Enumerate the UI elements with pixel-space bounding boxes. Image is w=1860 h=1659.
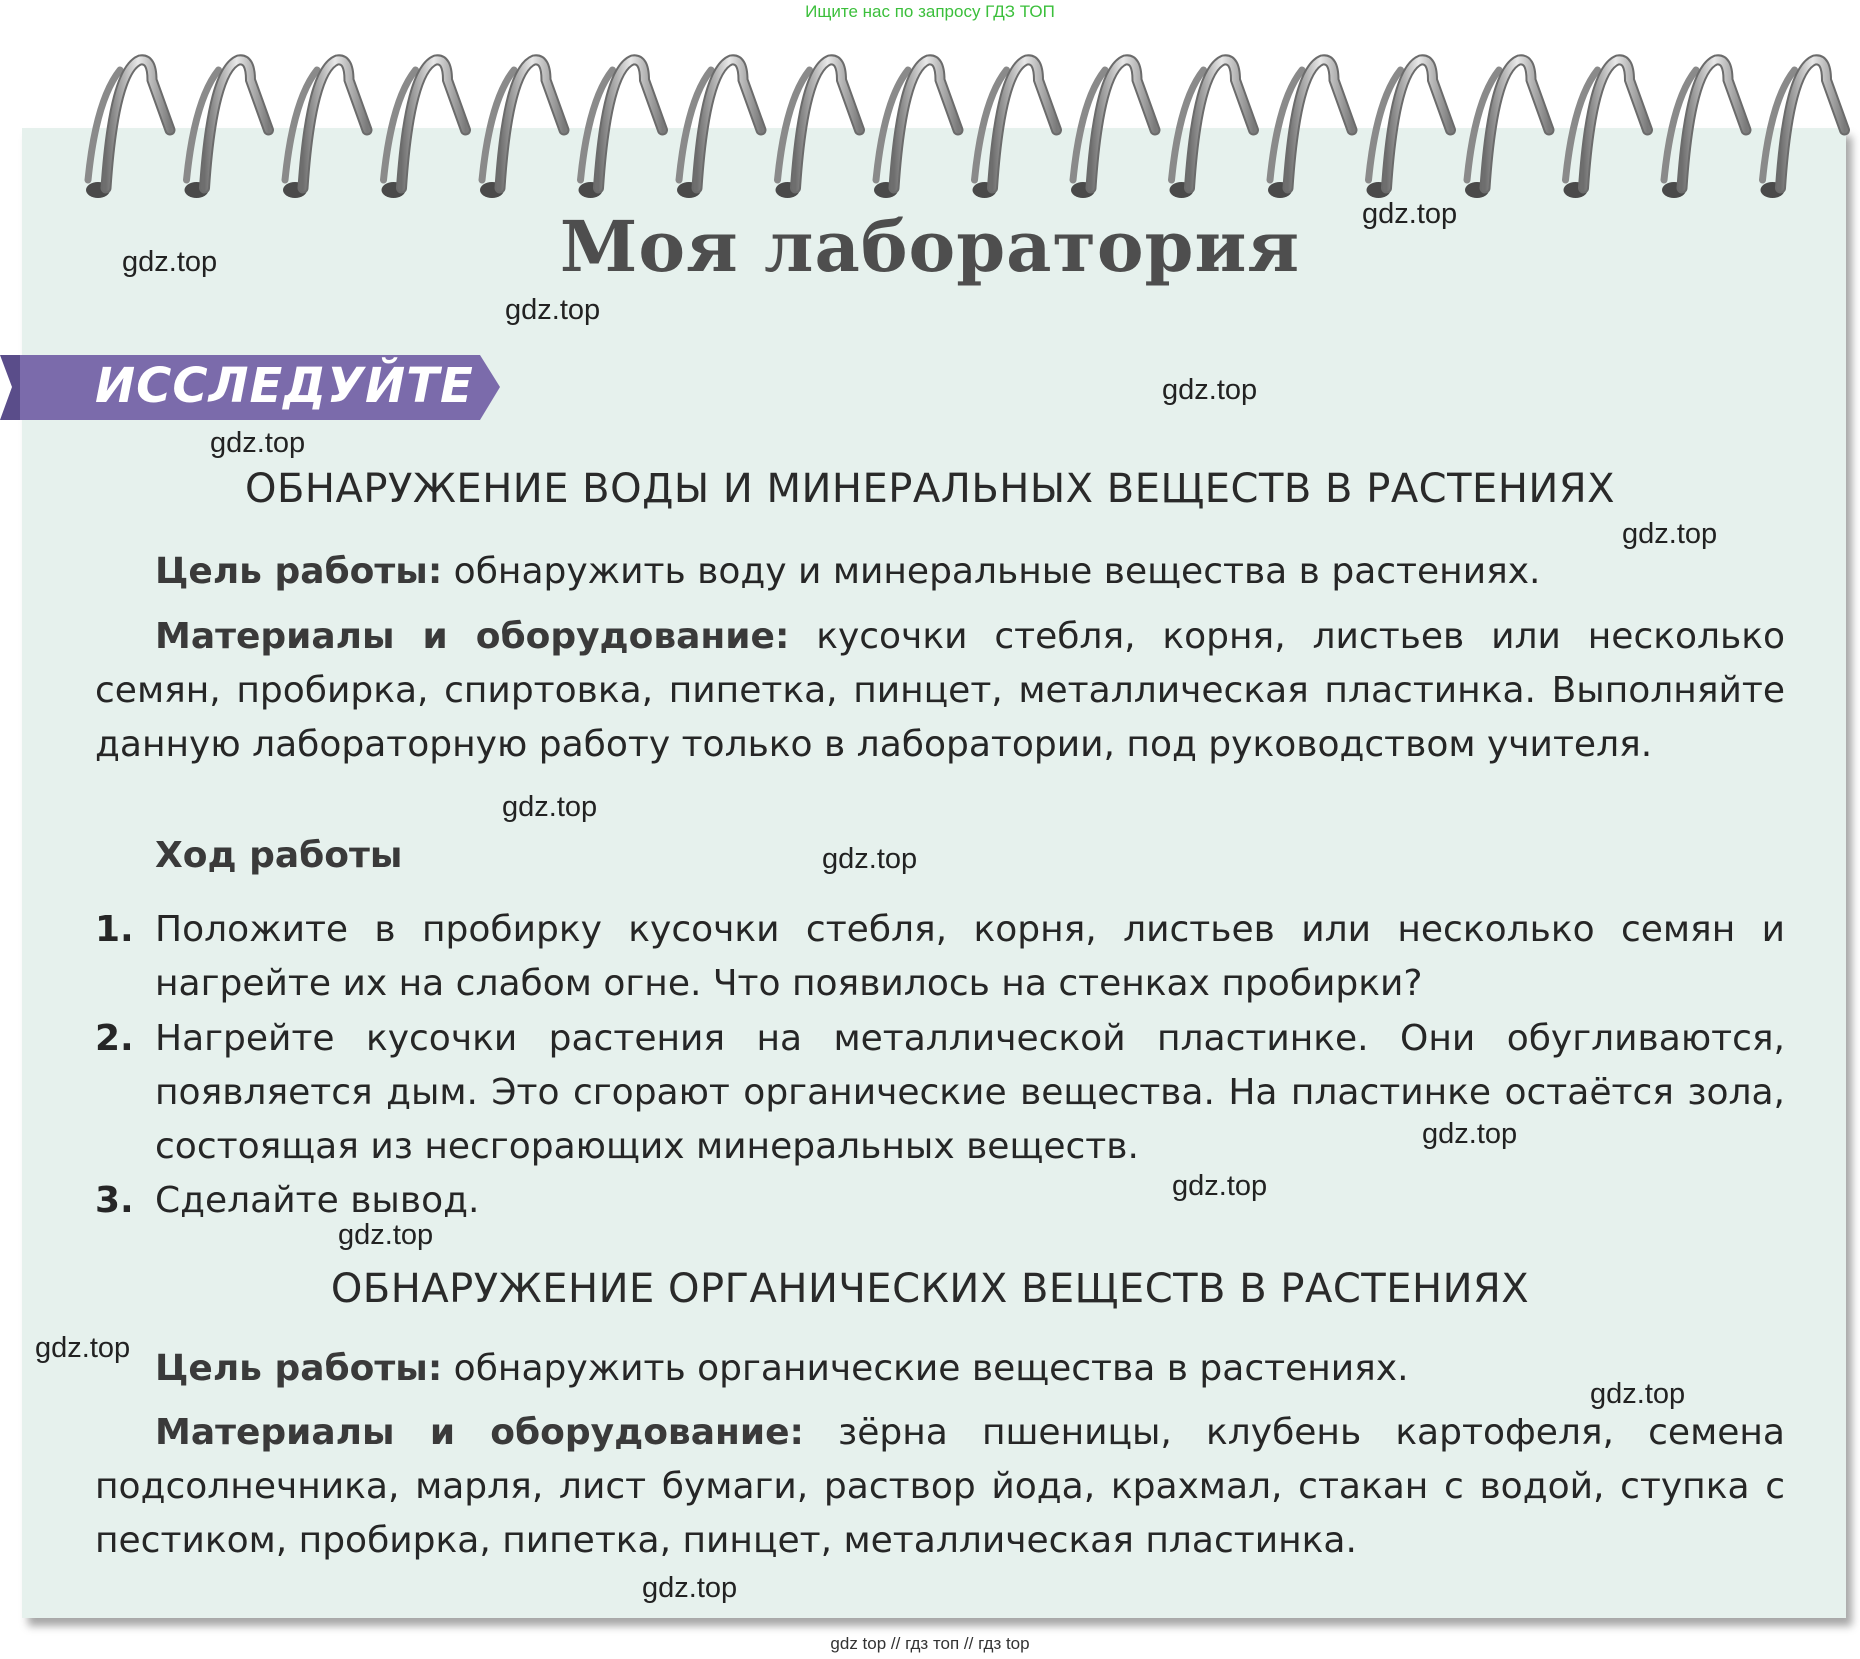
section2-materials [95, 1406, 1785, 1568]
watermark: gdz.top [1172, 1170, 1268, 1202]
watermark: gdz.top [338, 1219, 434, 1251]
watermark: gdz.top [35, 1332, 131, 1364]
procedure-label: Ход работы [155, 835, 403, 876]
header-note: Ищите нас по запросу ГДЗ ТОП [805, 2, 1055, 21]
watermark: gdz.top [122, 246, 218, 278]
spiral-coil [382, 60, 466, 198]
spiral-coil [185, 60, 269, 198]
spiral-coil [480, 60, 564, 198]
spiral-coil [1071, 60, 1155, 198]
spiral-binding [0, 40, 1860, 210]
spiral-coil [1662, 60, 1746, 198]
spiral-coil [1268, 60, 1352, 198]
spiral-coil [874, 60, 958, 198]
spiral-coil [86, 60, 170, 198]
watermark: gdz.top [1590, 1378, 1686, 1410]
step-number: 3. [95, 1180, 134, 1221]
step-number: 1. [95, 909, 134, 950]
goal-text: обнаружить воду и минеральные вещества в растениях. [442, 551, 1541, 592]
watermark: gdz.top [1162, 374, 1258, 406]
footer-note: gdz top // гдз топ // гдз top [830, 1634, 1030, 1653]
spiral-coil [1564, 60, 1648, 198]
watermark: gdz.top [1622, 518, 1718, 550]
section2-goal [95, 1342, 1785, 1396]
watermark: gdz.top [642, 1572, 738, 1604]
goal-text: обнаружить органические вещества в растениях. [442, 1348, 1409, 1389]
spiral-coil [1465, 60, 1549, 198]
step-text: Сделайте вывод. [155, 1180, 480, 1221]
section1-heading: ОБНАРУЖЕНИЕ ВОДЫ И МИНЕРАЛЬНЫХ ВЕЩЕСТВ В РАСТЕНИЯХ [244, 466, 1616, 512]
page-title: Моя лаборатория [559, 205, 1301, 288]
spiral-coil [776, 60, 860, 198]
watermark: gdz.top [502, 791, 598, 823]
materials-label: Материалы и оборудование: [155, 616, 790, 657]
section1-materials [95, 610, 1785, 772]
goal-label: Цель работы: [155, 551, 443, 592]
step-2 [95, 1012, 1785, 1174]
materials-label: Материалы и оборудование: [155, 1412, 804, 1453]
watermark: gdz.top [1362, 198, 1458, 230]
section1-goal [95, 545, 1785, 599]
watermark: gdz.top [1422, 1118, 1518, 1150]
section2-heading: ОБНАРУЖЕНИЕ ОРГАНИЧЕСКИХ ВЕЩЕСТВ В РАСТЕНИЯХ [330, 1266, 1530, 1312]
spiral-coil [283, 60, 367, 198]
step-text: Положите в пробирку кусочки стебля, корня, листьев или несколько семян и нагрейте их на слабом огне. Что появилось на стенках пробирки? [155, 909, 1785, 1004]
spiral-coil [1367, 60, 1451, 198]
step-1 [95, 903, 1785, 1011]
spiral-coil [1761, 60, 1845, 198]
ribbon-label: ИССЛЕДУЙТЕ [95, 358, 474, 414]
watermark: gdz.top [505, 294, 601, 326]
watermark: gdz.top [210, 427, 306, 459]
materials-text: зёрна пшеницы, клубень картофеля, семена подсолнечника, марля, лист бумаги, раствор йода, крахмал, стакан с водой, ступка с пестиком, пробирка, пипетка, пинцет, металлическая пластинка. [95, 1412, 1785, 1561]
spiral-coil [579, 60, 663, 198]
watermark: gdz.top [822, 843, 918, 875]
step-text: Нагрейте кусочки растения на металлической пластинке. Они обугливаются, появляется дым. Это сгорают органические вещества. На пластинке остаётся зола, состоящая из несгорающих минеральных веществ. [155, 1018, 1785, 1167]
spiral-coil [973, 60, 1057, 198]
spiral-coil [677, 60, 761, 198]
goal-label: Цель работы: [155, 1348, 443, 1389]
materials-text: кусочки стебля, корня, листьев или несколько семян, пробирка, спиртовка, пипетка, пинцет, металлическая пластинка. Выполняйте данную лабораторную работу только в лаборатории, под руководством учителя. [95, 616, 1785, 765]
spiral-coil [1170, 60, 1254, 198]
step-number: 2. [95, 1018, 134, 1059]
